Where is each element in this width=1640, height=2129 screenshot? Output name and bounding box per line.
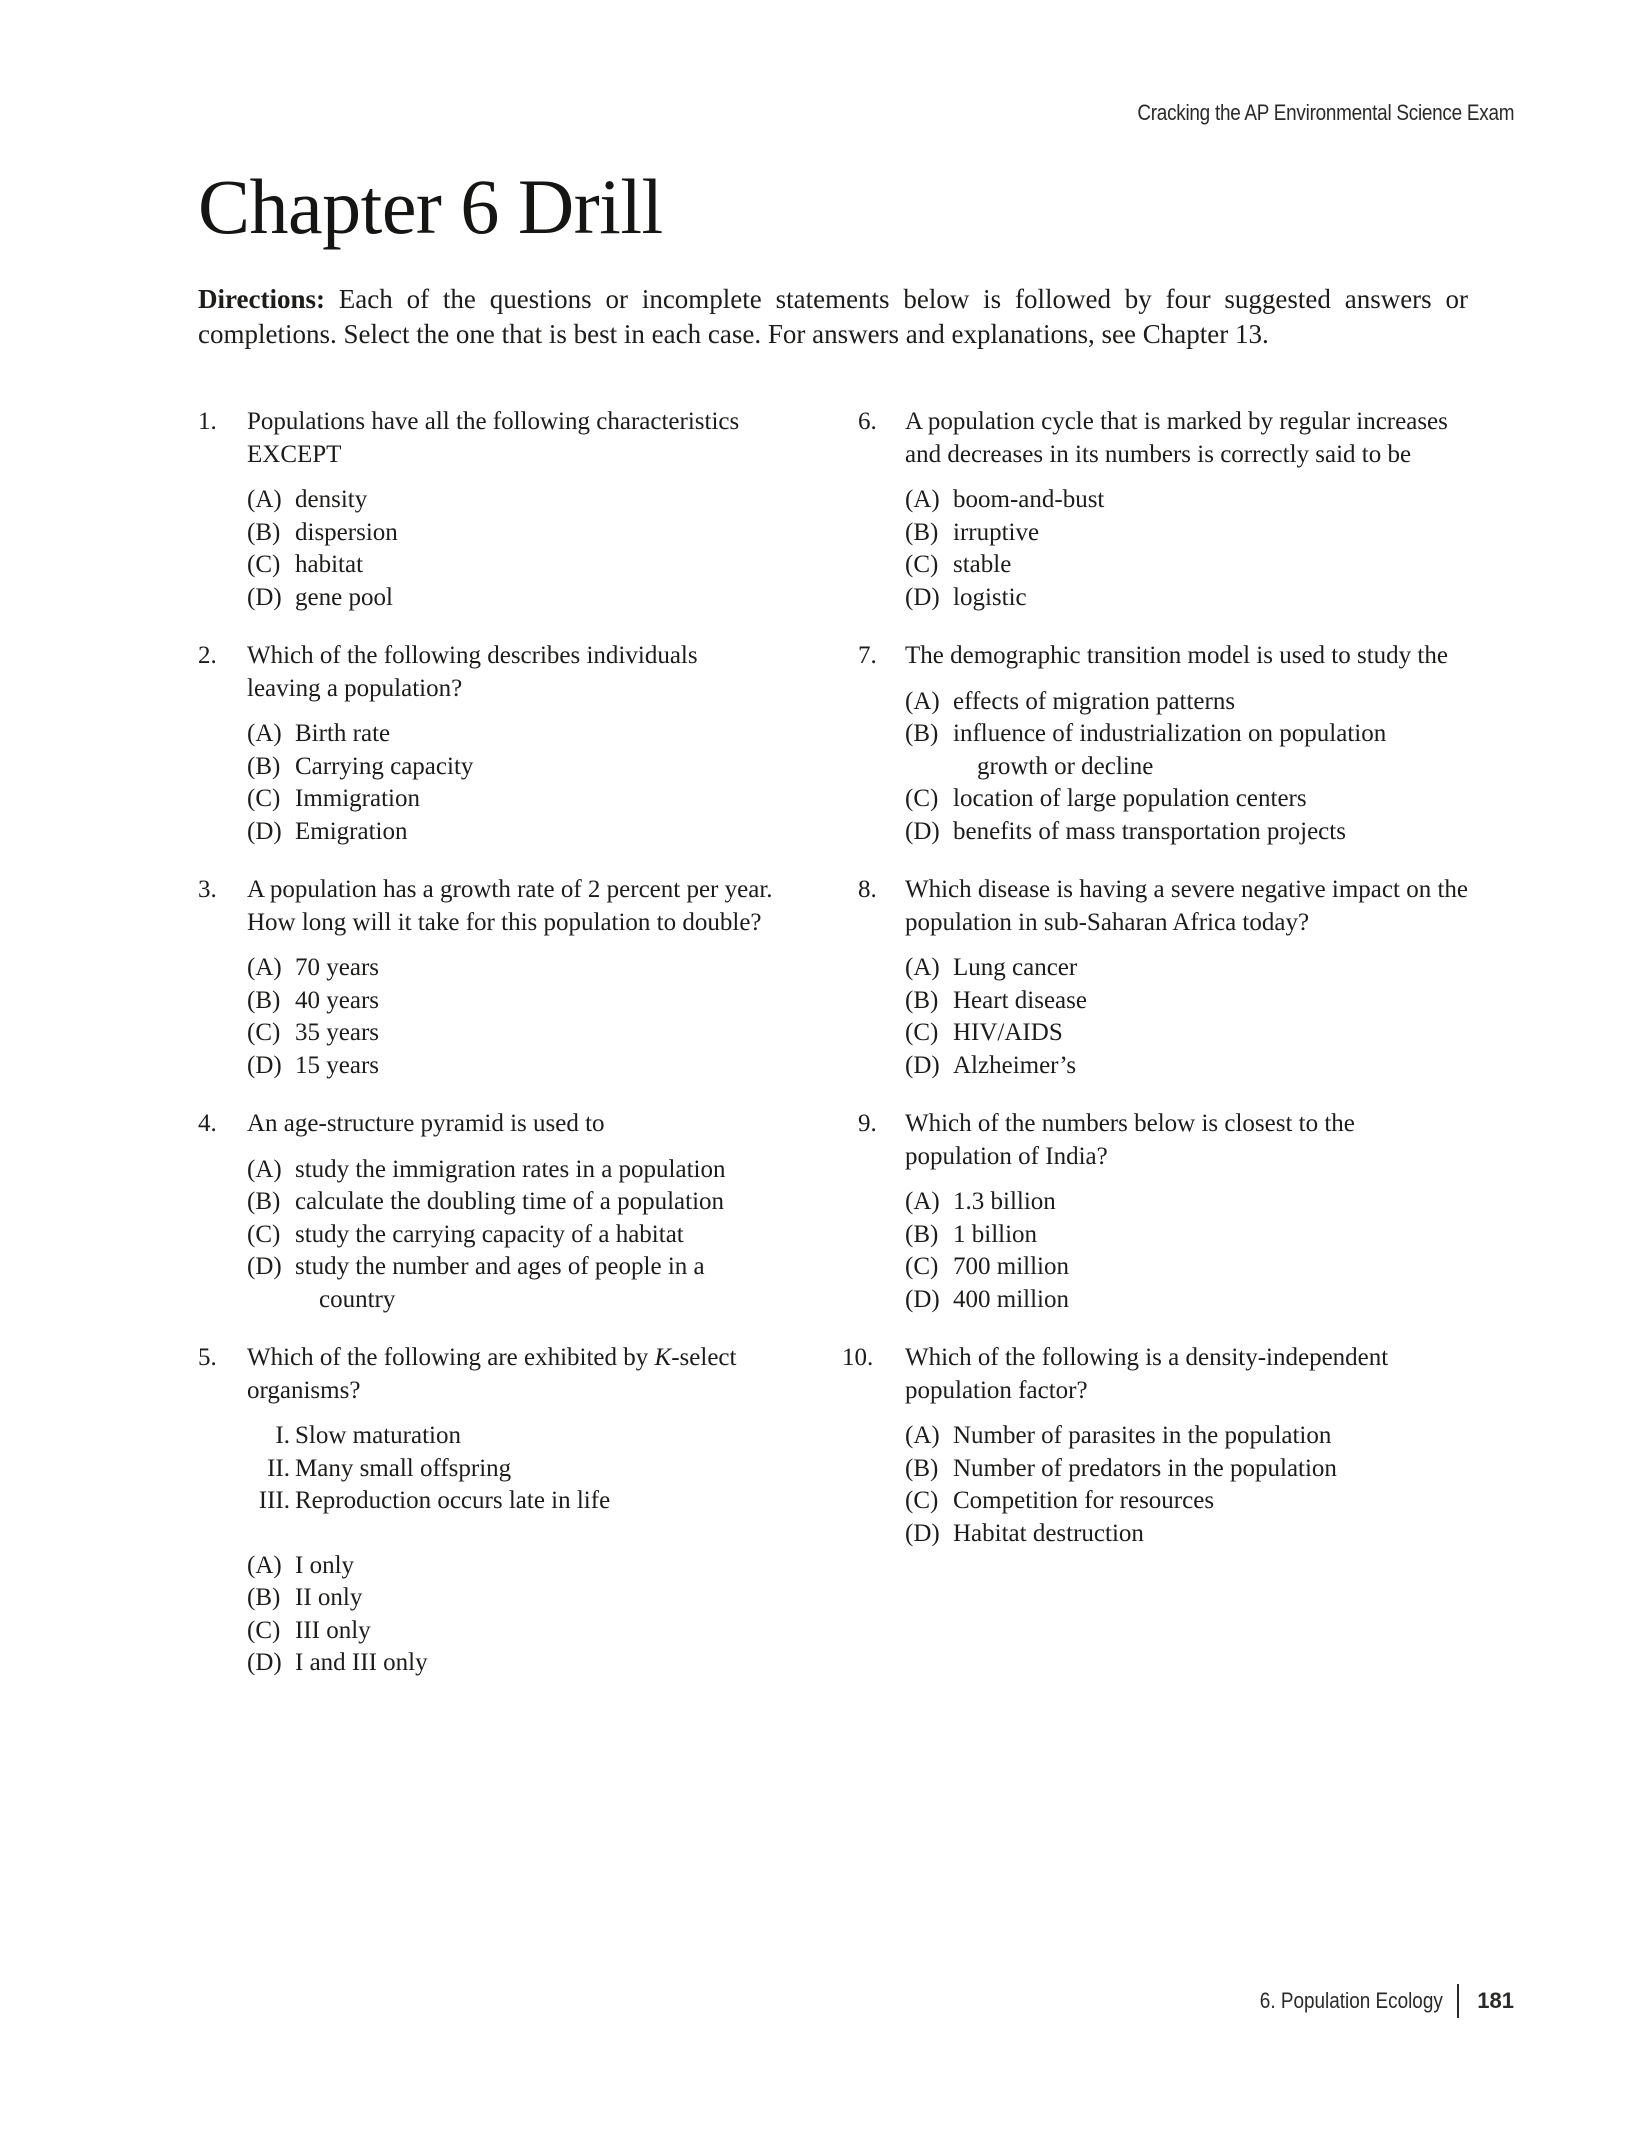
choice-letter: (A) <box>247 1551 282 1579</box>
choice-c[interactable] <box>905 783 1458 816</box>
statement-text: Reproduction occurs late in life <box>295 1487 611 1514</box>
choice-letter: (B) <box>905 1454 939 1482</box>
answer-choices <box>247 718 798 848</box>
left-column <box>198 406 798 1706</box>
choice-letter: (A) <box>905 1422 940 1449</box>
answer-choices <box>905 686 1458 849</box>
choice-letter: (C) <box>905 1019 939 1046</box>
choice-letter: (C) <box>905 551 939 578</box>
choice-letter: (A) <box>905 486 940 513</box>
question-stem-italic: K <box>654 1344 672 1371</box>
choice-c[interactable] <box>247 783 798 816</box>
choice-b[interactable] <box>247 751 798 784</box>
choice-text: study the immigration rates in a population <box>295 1155 726 1183</box>
choice-letter: (C) <box>905 1487 939 1514</box>
choice-d[interactable] <box>247 1050 798 1083</box>
choice-text: HIV/AIDS <box>953 1019 1063 1046</box>
choice-letter: (B) <box>247 518 281 546</box>
choice-text: Number of parasites in the population <box>953 1422 1332 1449</box>
page-number: 181 <box>1477 1988 1514 2013</box>
question-number: 9. <box>858 1110 877 1137</box>
statement-numeral: III. <box>258 1487 290 1514</box>
choice-text: Competition for resources <box>953 1487 1215 1514</box>
running-head: Cracking the AP Environmental Science Exam <box>1137 100 1514 125</box>
question-number: 10. <box>842 1344 874 1371</box>
choice-letter: (B) <box>905 518 939 546</box>
question-5 <box>198 1342 798 1680</box>
statement-numeral: II. <box>267 1454 290 1482</box>
choice-letter: (D) <box>247 1253 282 1280</box>
question-number: 4. <box>198 1110 217 1137</box>
choice-letter: (A) <box>905 687 940 715</box>
choice-text: logistic <box>953 583 1027 611</box>
choice-text: irruptive <box>953 518 1040 546</box>
choice-c[interactable] <box>905 1251 1458 1284</box>
question-4 <box>198 1108 798 1316</box>
choice-text: II only <box>295 1584 363 1611</box>
choice-letter: (D) <box>905 583 940 611</box>
choice-letter: (D) <box>905 1519 940 1547</box>
question-number: 3. <box>198 876 217 903</box>
choice-d[interactable] <box>905 1050 1458 1083</box>
directions-label: Directions: <box>198 284 325 314</box>
choice-letter: (A) <box>247 720 282 747</box>
choice-letter: (D) <box>905 817 940 845</box>
choice-text: benefits of mass transportation projects <box>953 817 1346 845</box>
choice-text: I only <box>295 1551 355 1579</box>
answer-choices <box>905 1186 1458 1316</box>
choice-text: Lung cancer <box>953 954 1078 981</box>
choice-letter: (A) <box>247 954 282 981</box>
choice-text: boom-and-bust <box>953 486 1105 513</box>
answer-choices <box>905 1420 1458 1550</box>
choice-d[interactable] <box>905 1284 1458 1317</box>
answer-choices <box>905 484 1458 614</box>
choice-text: Heart disease <box>953 986 1087 1014</box>
choice-b[interactable] <box>905 718 1458 783</box>
choice-letter: (B) <box>905 1220 939 1248</box>
answer-choices <box>247 484 798 614</box>
question-stem: Which of the following describes individuals leaving a population? <box>247 642 698 702</box>
choice-text: calculate the doubling time of a population <box>295 1188 725 1215</box>
question-number: 5. <box>198 1344 217 1371</box>
choice-text: study the carrying capacity of a habitat <box>295 1220 684 1248</box>
choice-text: III only <box>295 1616 371 1644</box>
question-1 <box>198 406 798 614</box>
choice-text: 1 billion <box>953 1220 1038 1248</box>
question-stem-part: -select organisms? <box>247 1344 737 1404</box>
choice-text: 40 years <box>295 986 379 1014</box>
choice-text: Carrying capacity <box>295 752 474 780</box>
choice-letter: (A) <box>247 1155 282 1183</box>
question-stem-part: Which of the following are exhibited by <box>247 1344 655 1371</box>
choice-d[interactable] <box>247 582 798 615</box>
directions <box>198 282 1468 352</box>
choice-text: gene pool <box>295 583 393 611</box>
choice-text: stable <box>953 551 1012 578</box>
question-3 <box>198 874 798 1082</box>
choice-c[interactable] <box>247 1219 798 1252</box>
choice-text: habitat <box>295 551 364 578</box>
answer-choices <box>905 952 1458 1082</box>
choice-c[interactable] <box>905 1017 1458 1050</box>
choice-letter: (C) <box>905 785 939 812</box>
choice-a[interactable] <box>247 1154 798 1187</box>
choice-c[interactable] <box>247 1615 798 1648</box>
choice-a[interactable] <box>247 484 798 517</box>
question-number: 8. <box>858 876 877 903</box>
question-stem: An age-structure pyramid is used to <box>247 1110 605 1137</box>
choice-a[interactable] <box>905 1186 1458 1219</box>
answer-choices <box>247 952 798 1082</box>
choice-letter: (C) <box>247 551 281 578</box>
choice-c[interactable] <box>905 549 1458 582</box>
choice-d[interactable] <box>247 1647 798 1680</box>
question-stem: Which of the numbers below is closest to the population of India? <box>905 1110 1355 1170</box>
choice-text: study the number and ages of people in a <box>295 1253 705 1280</box>
question-number: 2. <box>198 642 217 669</box>
footer-section-title: 6. Population Ecology <box>1260 1988 1444 2013</box>
choice-a[interactable] <box>247 1550 798 1583</box>
choice-letter: (C) <box>247 1019 281 1046</box>
choice-d[interactable] <box>905 1518 1458 1551</box>
choice-text: location of large population centers <box>953 785 1307 812</box>
choice-letter: (C) <box>247 1220 281 1248</box>
choice-d[interactable] <box>247 816 798 849</box>
question-stem <box>247 1342 787 1407</box>
choice-a[interactable] <box>905 952 1458 985</box>
right-column <box>842 406 1468 1576</box>
question-10 <box>842 1342 1458 1550</box>
question-stem: A population cycle that is marked by regular increases and decreases in its numbers is correctly said to be <box>905 408 1448 468</box>
footer-divider <box>1457 1984 1459 2018</box>
choice-a[interactable] <box>905 1420 1458 1453</box>
choice-text: influence of industrialization on population <box>953 720 1387 747</box>
choice-text: Birth rate <box>295 720 391 747</box>
choice-letter: (C) <box>905 1253 939 1280</box>
choice-b[interactable] <box>905 517 1458 550</box>
question-stem: The demographic transition model is used to study the <box>905 642 1448 669</box>
choice-letter: (C) <box>247 1616 281 1644</box>
choice-text: I and III only <box>295 1649 428 1676</box>
answer-choices <box>247 1154 798 1317</box>
question-7 <box>858 640 1458 848</box>
choice-letter: (B) <box>905 720 939 747</box>
choice-d[interactable] <box>905 582 1458 615</box>
directions-text: Each of the questions or incomplete statements below is followed by four suggested answers or completions. Select the one that is best in each case. For answers and explanations, see Chapter 13. <box>198 284 1468 349</box>
question-number: 6. <box>858 408 877 435</box>
choice-d[interactable] <box>905 816 1458 849</box>
question-stem: Populations have all the following characteristics EXCEPT <box>247 408 740 468</box>
choice-text: 700 million <box>953 1253 1069 1280</box>
choice-text: 35 years <box>295 1019 379 1046</box>
choice-letter: (D) <box>247 1649 282 1676</box>
choice-text: 1.3 billion <box>953 1188 1056 1215</box>
choice-c[interactable] <box>905 1485 1458 1518</box>
question-stem: A population has a growth rate of 2 percent per year. How long will it take for this population to double? <box>247 876 773 936</box>
choice-letter: (D) <box>247 1051 282 1079</box>
choice-text: Number of predators in the population <box>953 1454 1337 1482</box>
choice-letter: (B) <box>247 1584 281 1611</box>
roman-statements <box>247 1420 798 1518</box>
statement-text: Slow maturation <box>295 1422 461 1449</box>
choice-text: effects of migration patterns <box>953 687 1236 715</box>
choice-letter: (D) <box>247 817 282 845</box>
statement-text: Many small offspring <box>295 1454 512 1482</box>
choice-letter: (B) <box>247 752 281 780</box>
statement-iii <box>247 1485 798 1518</box>
page-footer <box>1230 1984 1514 2018</box>
choice-text: 15 years <box>295 1051 379 1079</box>
question-number: 7. <box>858 642 877 669</box>
choice-text: Emigration <box>295 817 408 845</box>
choice-text: 70 years <box>295 954 379 981</box>
choice-letter: (D) <box>905 1285 940 1313</box>
statement-numeral: I. <box>275 1422 290 1449</box>
choice-text: Immigration <box>295 785 420 812</box>
choice-letter: (C) <box>247 785 281 812</box>
statement-i <box>247 1420 798 1453</box>
choice-a[interactable] <box>905 686 1458 719</box>
question-stem: Which disease is having a severe negative impact on the population in sub-Saharan Africa today? <box>905 876 1468 936</box>
choice-text: density <box>295 486 368 513</box>
choice-text: dispersion <box>295 518 398 546</box>
choice-a[interactable] <box>247 952 798 985</box>
choice-letter: (B) <box>247 1188 281 1215</box>
choice-b[interactable] <box>247 517 798 550</box>
choice-b[interactable] <box>247 985 798 1018</box>
statement-ii <box>247 1453 798 1486</box>
choice-a[interactable] <box>247 718 798 751</box>
choice-letter: (B) <box>905 986 939 1014</box>
choice-b[interactable] <box>905 985 1458 1018</box>
question-9 <box>858 1108 1458 1316</box>
choice-a[interactable] <box>905 484 1458 517</box>
question-stem: Which of the following is a density-independent population factor? <box>905 1344 1389 1404</box>
chapter-title: Chapter 6 Drill <box>198 163 663 250</box>
choice-text: 400 million <box>953 1285 1069 1313</box>
choice-letter: (A) <box>247 486 282 513</box>
choice-d[interactable] <box>247 1251 798 1316</box>
choice-letter: (A) <box>905 954 940 981</box>
answer-choices <box>247 1550 798 1680</box>
choice-c[interactable] <box>247 549 798 582</box>
choice-b[interactable] <box>247 1186 798 1219</box>
choice-c[interactable] <box>247 1017 798 1050</box>
choice-letter: (D) <box>247 583 282 611</box>
choice-b[interactable] <box>905 1453 1458 1486</box>
choice-text: Habitat destruction <box>953 1519 1144 1547</box>
choice-letter: (A) <box>905 1188 940 1215</box>
choice-text: Alzheimer’s <box>953 1051 1077 1079</box>
choice-text-continuation: growth or decline <box>977 752 1154 780</box>
choice-b[interactable] <box>247 1582 798 1615</box>
question-number: 1. <box>198 408 217 435</box>
question-8 <box>858 874 1468 1082</box>
choice-letter: (B) <box>247 986 281 1014</box>
question-2 <box>198 640 798 848</box>
choice-text-continuation: country <box>319 1285 396 1313</box>
choice-letter: (D) <box>905 1051 940 1079</box>
choice-b[interactable] <box>905 1219 1458 1252</box>
question-6 <box>858 406 1458 614</box>
